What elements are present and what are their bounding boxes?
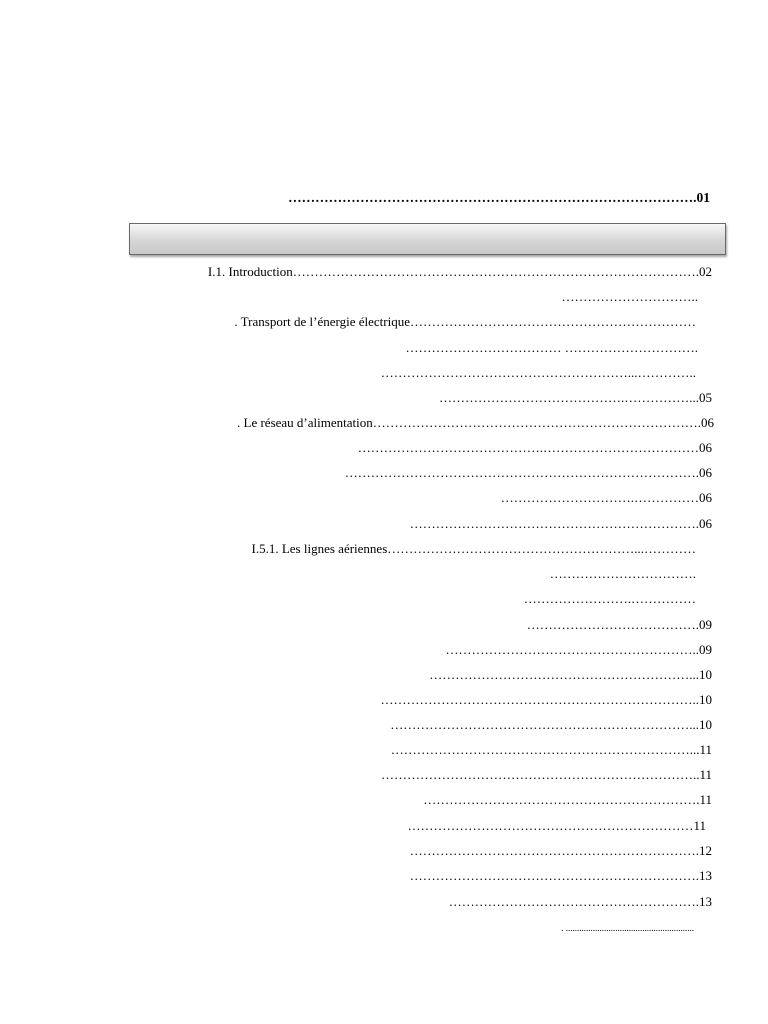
toc-entry: [381, 690, 713, 710]
toc-dots: ……………………………………………………………….: [380, 692, 696, 707]
toc-entry: [391, 740, 712, 760]
toc-entry: [423, 790, 712, 810]
toc-dots: …………………………………….………………………………: [357, 440, 699, 455]
toc-dots: …………………………………………………………: [409, 843, 696, 858]
toc-dots: …………………………………………………………: [409, 868, 696, 883]
toc-entry: [381, 363, 696, 383]
toc-entry: [439, 388, 712, 408]
toc-page-number: .13: [695, 868, 712, 883]
toc-dots: ………………………….……………: [500, 490, 699, 505]
toc-page-number: .10: [695, 667, 712, 682]
toc-entry: [429, 665, 712, 685]
toc-dots: ……………………………………………………………………….: [344, 465, 699, 480]
toc-entry: [358, 438, 712, 458]
toc-page-number: .10: [695, 717, 712, 732]
toc-page-number: 06: [699, 465, 712, 480]
toc-dots: …………………………………………………...…………: [387, 541, 696, 556]
toc-dots: ……………………………………………………..: [429, 667, 696, 682]
toc-dots: ……………………………………………………………….: [380, 767, 697, 782]
toc-page-number: .: [694, 289, 698, 304]
toc-dots: …………………………………………………………………………………: [292, 264, 696, 279]
toc-entry: [550, 564, 696, 584]
toc-entry-label: . Transport de l’énergie électrique: [234, 314, 410, 329]
toc-bottom-line: [561, 918, 694, 938]
toc-page-number: 06: [699, 516, 712, 531]
toc-entry: [527, 615, 712, 635]
toc-entry-label: I.1. Introduction: [207, 264, 293, 279]
toc-bottom-dots: . .........................................................: [561, 923, 694, 933]
toc-page-number: .11: [696, 767, 712, 782]
toc-dots: …………………………………………………...………….: [380, 365, 693, 380]
toc-dots: …………………………………………………………: [410, 314, 696, 329]
toc-entry: [407, 816, 706, 836]
toc-dots: ……………………………… ………………………….: [405, 340, 698, 355]
toc-dots: …………………………………………………………………: [372, 415, 698, 430]
toc-dots: …………………….……………: [523, 591, 696, 606]
toc-entry: [234, 312, 696, 332]
toc-dots: …………………………………………………………: [407, 818, 694, 833]
toc-dots: ………………………….: [561, 289, 695, 304]
toc-entry-top: [288, 188, 710, 208]
toc-dots: ………………………………………………………….: [409, 516, 699, 531]
toc-dots: …………………………………………………: [448, 894, 696, 909]
toc-entry-label: I.5.1. Les lignes aériennes: [251, 541, 388, 556]
toc-dots: …………………………………….……………..: [439, 390, 696, 405]
chapter-heading-box: [129, 223, 726, 255]
toc-page-number: .: [692, 566, 696, 581]
toc-entry: [449, 892, 712, 912]
toc-entry: [446, 640, 713, 660]
toc-entry: [410, 841, 712, 861]
toc-page-number: .05: [695, 390, 712, 405]
toc-entry: [208, 262, 712, 282]
toc-dots: ………………………………….: [526, 617, 699, 632]
toc-dots: ………………………………………………………………………………: [288, 190, 694, 205]
toc-dots: ……………………………………………………………..: [390, 717, 696, 732]
toc-page-number: .06: [697, 415, 714, 430]
toc-entry: [562, 287, 699, 307]
toc-page-number: .02: [695, 264, 712, 279]
toc-page-number: .12: [695, 843, 712, 858]
toc-page-number: 09: [699, 642, 712, 657]
toc-page-number: .: [692, 365, 696, 380]
toc-dots: …………………………………………………..: [445, 642, 699, 657]
toc-page-number: 11: [693, 818, 706, 833]
toc-entry: [237, 413, 714, 433]
toc-page-number: .01: [693, 190, 710, 205]
toc-page-number: .13: [695, 894, 712, 909]
toc-entry: [345, 463, 712, 483]
toc-dots: ……………………………: [549, 566, 693, 581]
toc-entry: [501, 488, 712, 508]
toc-dots: ……………………………………………………………..: [390, 742, 697, 757]
toc-page-number: .11: [696, 792, 712, 807]
toc-entry: [410, 866, 712, 886]
toc-dots: ………………………………………………………: [423, 792, 697, 807]
toc-page-number: 09: [699, 617, 712, 632]
toc-entry: [252, 539, 696, 559]
toc-entry: [406, 338, 699, 358]
toc-page-number: .10: [695, 692, 712, 707]
toc-page-number: 06: [699, 490, 712, 505]
toc-entry: [410, 514, 712, 534]
toc-entry-label: . Le réseau d’alimentation: [237, 415, 373, 430]
toc-page-number: .11: [696, 742, 712, 757]
toc-page-number: 06: [699, 440, 712, 455]
toc-entry: [524, 589, 696, 609]
toc-entry: [390, 715, 712, 735]
toc-entry: [381, 765, 712, 785]
